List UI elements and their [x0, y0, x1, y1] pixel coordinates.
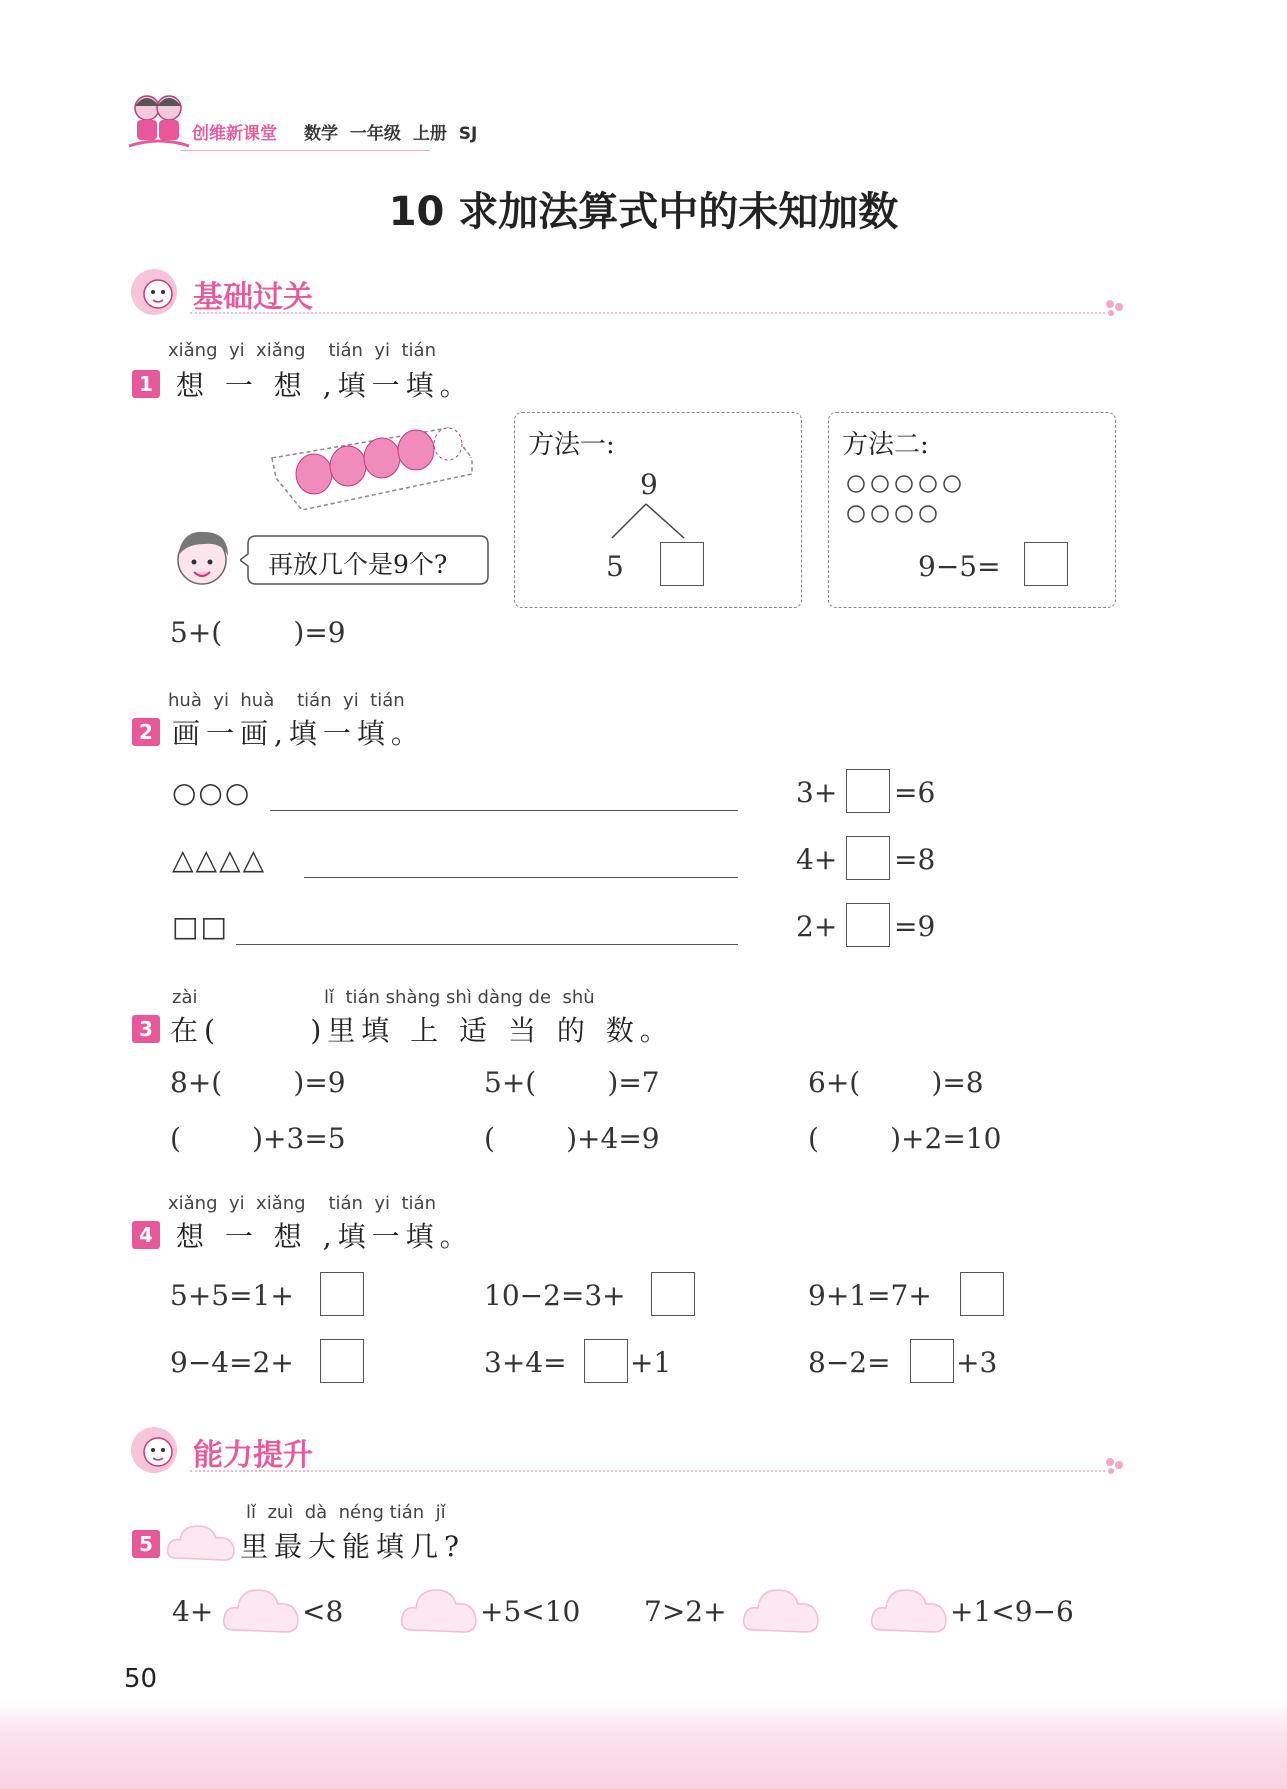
- page-number: 50: [124, 1664, 158, 1694]
- q2-row1-answer-box[interactable]: [846, 769, 890, 813]
- page-title: 10 求加法算式中的未知加数: [388, 189, 899, 235]
- q2-row3-pre: 2+: [796, 910, 838, 943]
- footer-band: [0, 1700, 1287, 1789]
- q5-e3-cloud-blank[interactable]: [742, 1584, 820, 1636]
- egg-carton-icon: [266, 420, 476, 510]
- q3-r1-c2: 5+( )=7: [484, 1066, 660, 1099]
- method1-top-number: 9: [640, 468, 658, 501]
- section-title-basics: 基础过关: [193, 280, 313, 315]
- q4-r2-c3-box[interactable]: [910, 1339, 954, 1383]
- method2-label: 方法二:: [842, 430, 929, 460]
- q4-r2-c3-pre: 8−2=: [808, 1346, 891, 1379]
- section-dotted-divider: [190, 312, 1105, 314]
- header-kids-illustration: [125, 88, 195, 154]
- dots-decoration-icon: [1104, 298, 1128, 318]
- q2-row3-draw-line[interactable]: [236, 944, 738, 945]
- method2-answer-box[interactable]: [1024, 542, 1068, 586]
- child-face-icon: [168, 522, 240, 594]
- q2-row3-shapes: □□: [172, 910, 229, 943]
- q4-pinyin: xiǎng yi xiǎng tián yi tián: [168, 1193, 436, 1214]
- q2-row2-draw-line[interactable]: [304, 877, 738, 878]
- q3-r2-c2: ( )+4=9: [484, 1122, 660, 1155]
- q5-e3-pre: 7>2+: [644, 1595, 727, 1628]
- q2-row1-shapes: ○○○: [172, 776, 252, 809]
- q1-instruction: 想 一 想 ,填一填。: [176, 369, 474, 402]
- q4-r2-c2-box[interactable]: [584, 1339, 628, 1383]
- q2-row2-post: =8: [894, 843, 936, 876]
- q3-r2-c3: ( )+2=10: [808, 1122, 1002, 1155]
- number-bond-lines: [600, 502, 690, 542]
- q1-equation: 5+( )=9: [170, 616, 346, 649]
- q4-r1-c3: 9+1=7+: [808, 1279, 932, 1312]
- q2-row1-draw-line[interactable]: [270, 810, 738, 811]
- circles-diagram: [844, 474, 994, 526]
- q4-number: 4: [132, 1221, 160, 1249]
- q3-r1-c1: 8+( )=9: [170, 1066, 346, 1099]
- method1-label: 方法一:: [528, 430, 615, 460]
- q3-r1-c3: 6+( )=8: [808, 1066, 984, 1099]
- q5-number: 5: [132, 1530, 160, 1558]
- q5-e4-cloud-blank[interactable]: [870, 1584, 948, 1636]
- q3-instruction: 在( )里填 上 适 当 的 数。: [170, 1014, 674, 1047]
- q3-pinyin-a: zài: [172, 987, 198, 1008]
- q4-r2-c2-post: +1: [630, 1346, 672, 1379]
- method1-left-number: 5: [606, 550, 624, 583]
- section-mascot-icon: [128, 266, 184, 318]
- q2-row1-post: =6: [894, 776, 936, 809]
- q4-r1-c1-box[interactable]: [320, 1272, 364, 1316]
- q5-e4-post: +1<9−6: [950, 1595, 1074, 1628]
- q3-r2-c1: ( )+3=5: [170, 1122, 346, 1155]
- q2-instruction: 画一画,填一填。: [172, 717, 425, 750]
- q5-e1-pre: 4+: [172, 1595, 214, 1628]
- q3-pinyin-b: lǐ tián shàng shì dàng de shù: [324, 987, 595, 1008]
- section-title-advanced: 能力提升: [193, 1438, 313, 1473]
- method2-equation: 9−5=: [918, 550, 1001, 583]
- q4-instruction: 想 一 想 ,填一填。: [176, 1220, 474, 1253]
- q4-r1-c3-box[interactable]: [960, 1272, 1004, 1316]
- q5-e2-post: +5<10: [480, 1595, 581, 1628]
- q4-r2-c2-pre: 3+4=: [484, 1346, 567, 1379]
- q4-r1-c2: 10−2=3+: [484, 1279, 626, 1312]
- header-brand: 创维新课堂: [192, 124, 277, 144]
- q5-pinyin: lǐ zuì dà néng tián jǐ: [246, 1502, 446, 1523]
- q5-e1-post: <8: [302, 1595, 344, 1628]
- q2-number: 2: [132, 718, 160, 746]
- q1-number: 1: [132, 370, 160, 398]
- q5-e2-cloud-blank[interactable]: [400, 1584, 478, 1636]
- q4-r1-c1: 5+5=1+: [170, 1279, 294, 1312]
- q2-row2-shapes: △△△△: [172, 843, 267, 876]
- dots-decoration-icon: [1104, 1456, 1128, 1476]
- q2-pinyin: huà yi huà tián yi tián: [168, 690, 405, 711]
- q1-pinyin: xiǎng yi xiǎng tián yi tián: [168, 340, 436, 361]
- q5-e1-cloud-blank[interactable]: [222, 1584, 300, 1636]
- section-mascot-icon: [128, 1424, 184, 1476]
- q2-row2-pre: 4+: [796, 843, 838, 876]
- method1-answer-box[interactable]: [660, 542, 704, 586]
- q3-number: 3: [132, 1015, 160, 1043]
- cloud-icon: [166, 1520, 236, 1564]
- q2-row2-answer-box[interactable]: [846, 836, 890, 880]
- q4-r1-c2-box[interactable]: [651, 1272, 695, 1316]
- section-dotted-divider: [190, 1470, 1105, 1472]
- q4-r2-c3-post: +3: [956, 1346, 998, 1379]
- q2-row3-post: =9: [894, 910, 936, 943]
- speech-bubble-text: 再放几个是9个?: [268, 550, 448, 579]
- q2-row3-answer-box[interactable]: [846, 903, 890, 947]
- q4-r2-c1: 9−4=2+: [170, 1346, 294, 1379]
- header-divider: [180, 150, 430, 151]
- q2-row1-pre: 3+: [796, 776, 838, 809]
- q4-r2-c1-box[interactable]: [320, 1339, 364, 1383]
- header-subject: 数学 一年级 上册 SJ: [304, 124, 478, 144]
- q5-instruction: 里最大能填几?: [240, 1530, 466, 1563]
